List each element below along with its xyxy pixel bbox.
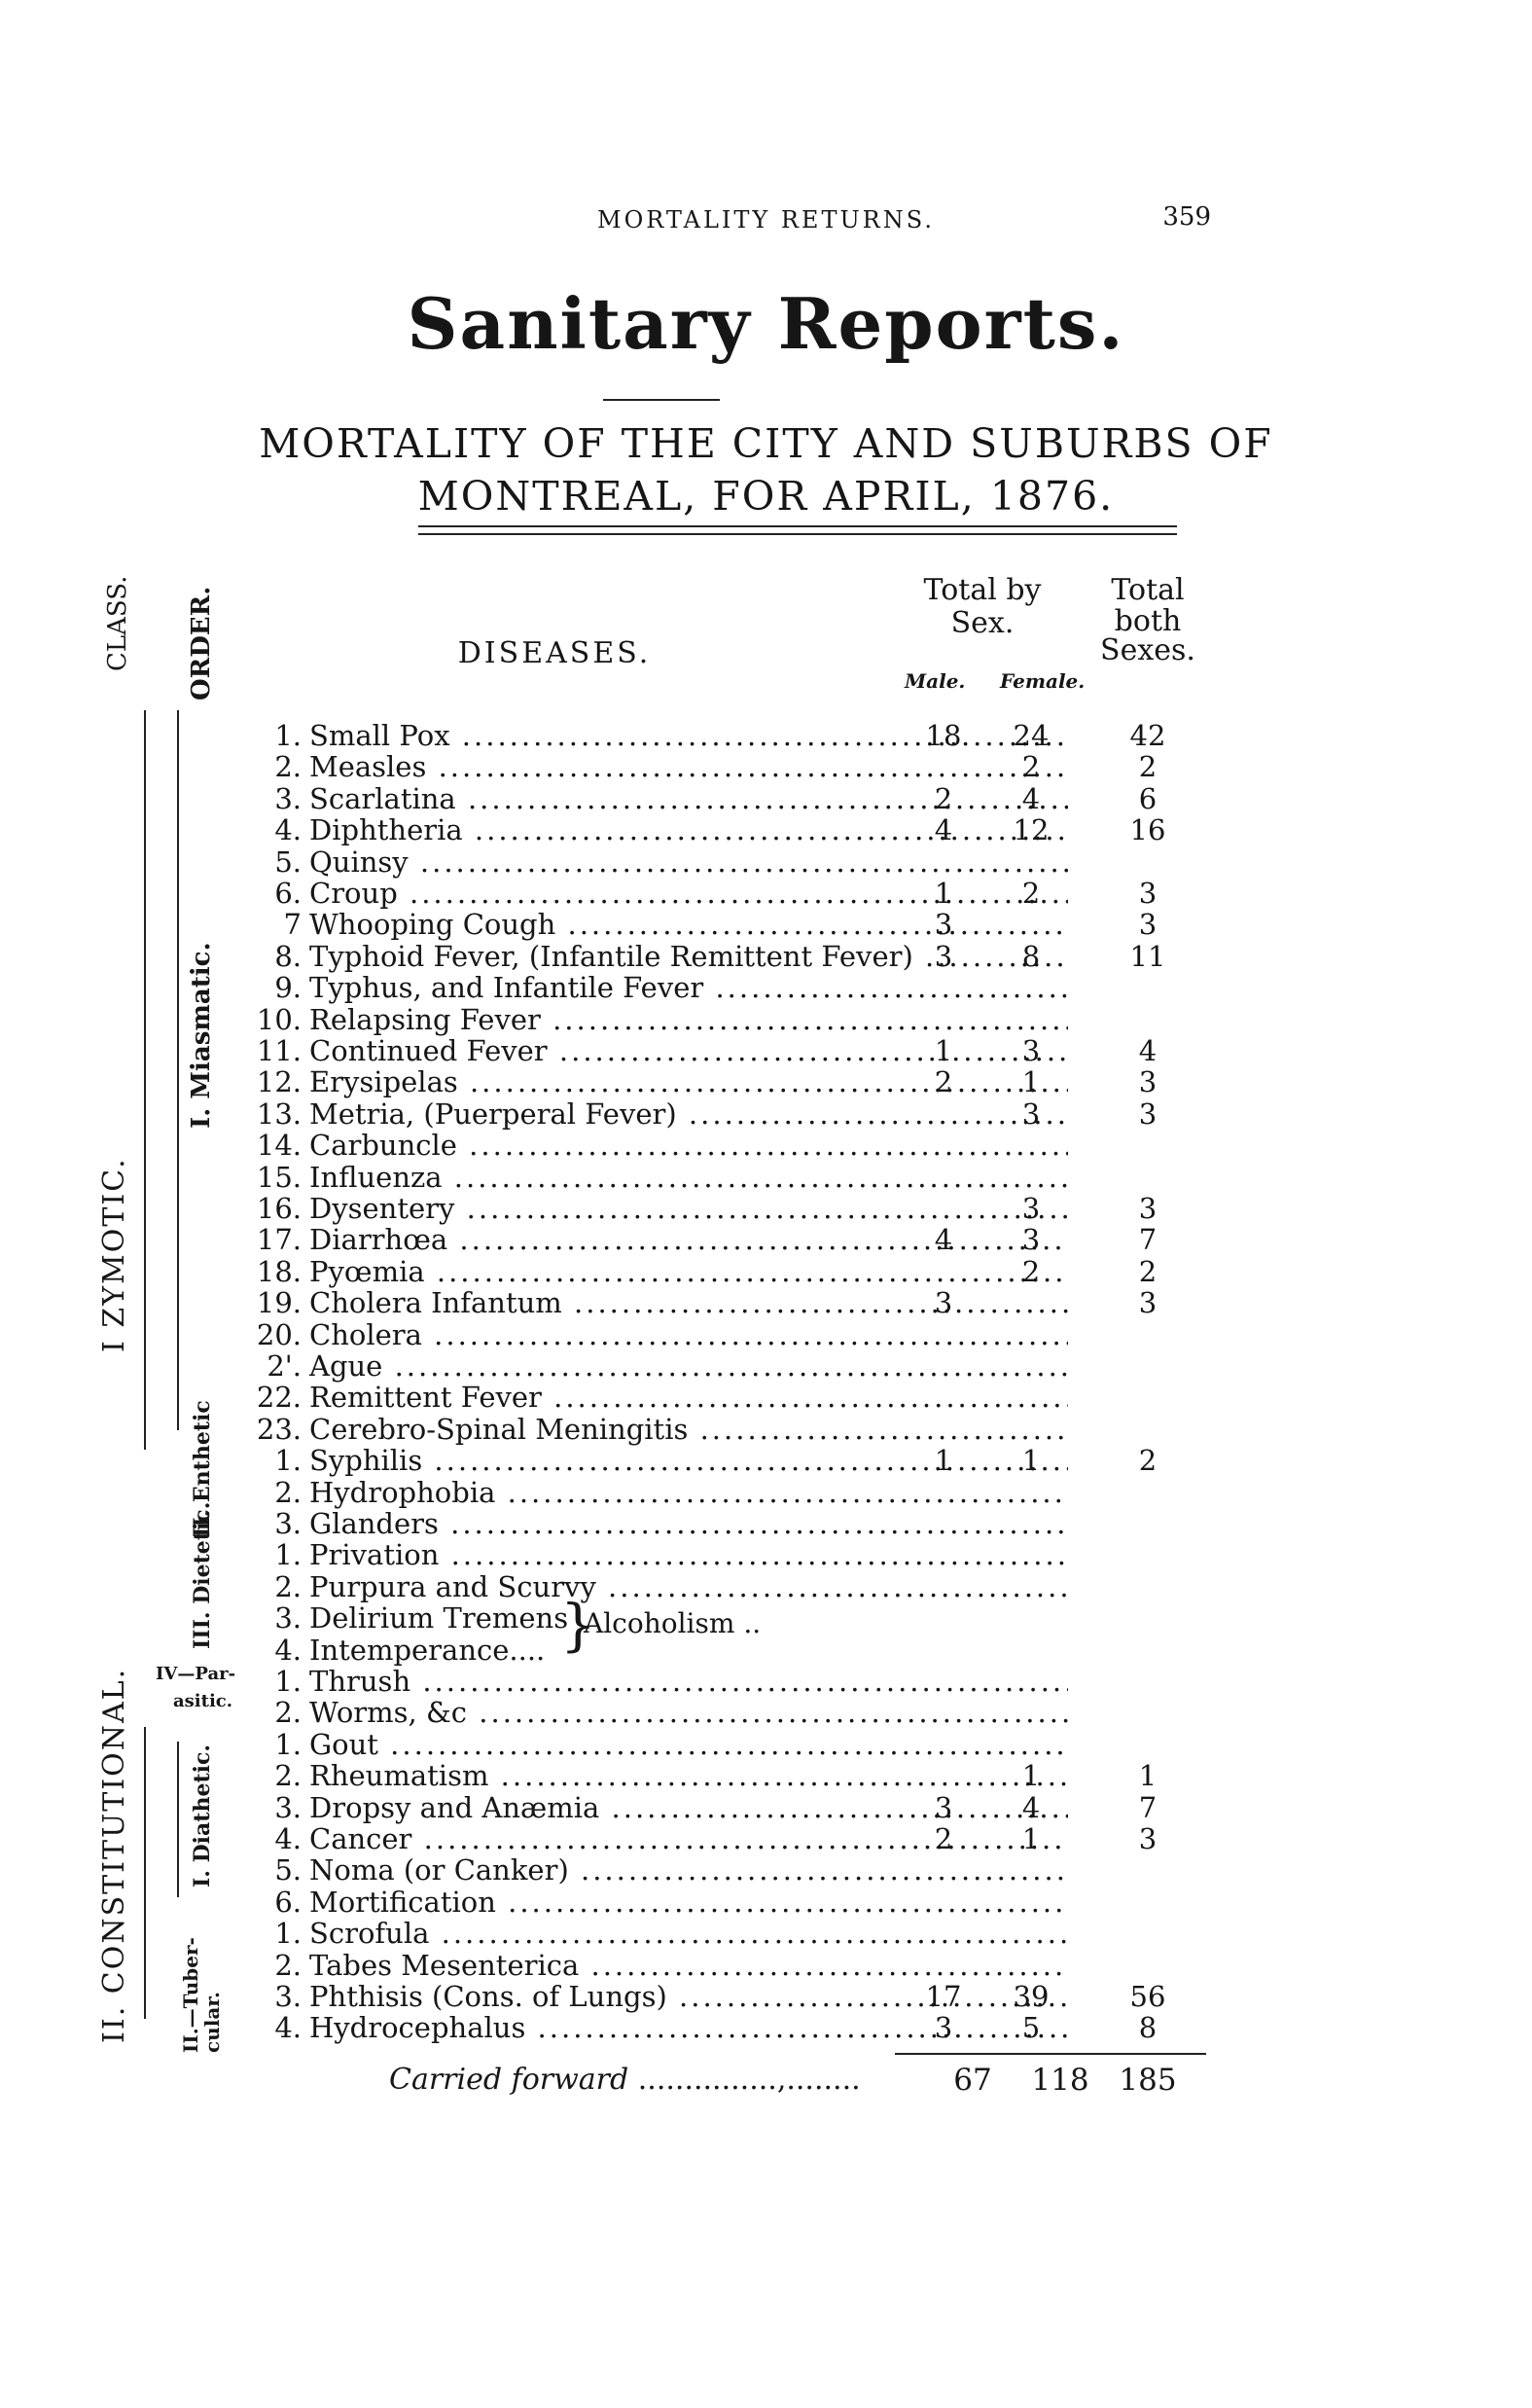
alcoholism-label: Alcoholism .. xyxy=(584,1607,762,1639)
column-header-class: CLASS. xyxy=(103,575,132,671)
female-count: 39 xyxy=(1013,1980,1050,2013)
disease-name: Rheumatism ..... xyxy=(309,1760,1068,1792)
table-row xyxy=(243,783,1255,815)
column-header-order: ORDER. xyxy=(187,586,216,701)
table-row xyxy=(243,1130,1255,1162)
table-row xyxy=(243,1950,1255,1982)
disease-name: Gout ..... xyxy=(309,1729,1068,1761)
table-row xyxy=(243,2012,1255,2044)
disease-name: Hydrocephalus ..... xyxy=(309,2012,1068,2044)
row-number: 23. xyxy=(256,1412,302,1446)
female-count: 3 xyxy=(1021,1034,1041,1067)
male-count: 18 xyxy=(925,719,962,752)
table-row xyxy=(243,1319,1255,1351)
female-count: 1 xyxy=(1021,1759,1041,1793)
total-count: 6 xyxy=(1138,781,1158,815)
row-number: 16. xyxy=(256,1192,302,1225)
row-number: 3. xyxy=(274,1601,302,1635)
total-count: 3 xyxy=(1138,908,1158,942)
total-count: 16 xyxy=(1129,813,1166,847)
male-count: 1 xyxy=(934,1034,953,1067)
disease-name: Diphtheria ..... xyxy=(309,814,1068,846)
female-count: 5 xyxy=(1021,2011,1041,2045)
table-row xyxy=(243,972,1255,1004)
female-count: 1 xyxy=(1021,1822,1041,1855)
row-number: 3. xyxy=(274,1980,302,2013)
disease-name: Whooping Cough ..... xyxy=(309,909,1068,941)
order-label-dietetic: III. Dietetic. xyxy=(190,1501,215,1649)
disease-name: Mortification ..... xyxy=(309,1887,1068,1919)
male-count: 3 xyxy=(934,939,953,973)
total-count: 2 xyxy=(1138,750,1158,784)
row-number: 14. xyxy=(256,1129,302,1163)
row-number: 2. xyxy=(274,750,302,784)
table-row xyxy=(243,1760,1255,1792)
disease-name: Tabes Mesenterica ..... xyxy=(309,1950,1068,1982)
total-count: 56 xyxy=(1129,1980,1166,2013)
table-row xyxy=(243,1287,1255,1319)
total-count: 1 xyxy=(1138,1759,1158,1793)
order-label-tubercular: II.—Tuber- cular. xyxy=(179,1937,224,2053)
female-count: 1 xyxy=(1021,1444,1041,1478)
disease-name: Cholera Infantum ..... xyxy=(309,1287,1068,1319)
row-number: 2. xyxy=(274,1475,302,1509)
disease-name: Purpura and Scurvy ..... xyxy=(309,1571,1068,1603)
row-number: 17. xyxy=(256,1223,302,1257)
column-header-disease: DISEASES. xyxy=(457,636,652,670)
column-header-male: Male. xyxy=(905,669,966,693)
disease-name: Cancer ..... xyxy=(309,1823,1068,1855)
row-number: 5. xyxy=(274,1853,302,1887)
table-row xyxy=(243,1539,1255,1571)
totals-divider xyxy=(895,2053,1206,2055)
male-count: 4 xyxy=(934,813,953,847)
female-count: 1 xyxy=(1021,1065,1041,1099)
class-label-zymotic: I ZYMOTIC. xyxy=(97,1157,131,1352)
diathetic-brace xyxy=(177,1742,179,1897)
constitutional-brace xyxy=(144,1727,146,2019)
table-row xyxy=(243,1697,1255,1729)
page-number: 359 xyxy=(1162,202,1211,232)
disease-name: Influenza ..... xyxy=(309,1162,1068,1194)
table-row xyxy=(243,1854,1255,1887)
class-label-constitutional: II. CONSTITUTIONAL. xyxy=(97,1667,131,2043)
table-row xyxy=(243,1414,1255,1446)
table-row xyxy=(243,1445,1255,1477)
female-count: 8 xyxy=(1021,939,1041,973)
disease-name: Metria, (Puerperal Fever) ..... xyxy=(309,1098,1068,1131)
disease-name: Ague ..... xyxy=(309,1350,1068,1383)
title-divider xyxy=(603,399,720,401)
male-count: 1 xyxy=(934,1444,953,1478)
table-row xyxy=(243,720,1255,752)
male-count: 17 xyxy=(925,1980,962,2013)
male-count: 2 xyxy=(934,1065,953,1099)
row-number: 7 xyxy=(283,908,302,942)
miasmatic-brace xyxy=(177,710,179,1430)
table-row xyxy=(243,909,1255,941)
table-row xyxy=(243,1887,1255,1919)
row-number: 3. xyxy=(274,1790,302,1824)
disease-name: Dysentery ..... xyxy=(309,1193,1068,1225)
row-number: 5. xyxy=(274,845,302,879)
table-row xyxy=(243,1193,1255,1225)
row-number: 22. xyxy=(256,1381,302,1415)
row-number: 1. xyxy=(274,1665,302,1698)
order-label-enthetic: II. Enthetic xyxy=(190,1400,215,1537)
table-row xyxy=(243,1256,1255,1288)
total-count: 11 xyxy=(1129,939,1166,973)
disease-name: Glanders ..... xyxy=(309,1508,1068,1540)
table-row xyxy=(243,1162,1255,1194)
column-header-total-both-line1: Total xyxy=(1111,573,1185,607)
disease-name: Typhoid Fever, (Infantile Remittent Fever) ..... xyxy=(309,941,1068,973)
male-count: 3 xyxy=(934,1790,953,1824)
disease-name: Small Pox ..... xyxy=(309,720,1068,752)
disease-name: Noma (or Canker) ..... xyxy=(309,1854,1068,1887)
page-title: Sanitary Reports. xyxy=(407,282,1125,365)
order-label-diathetic: I. Diathetic. xyxy=(190,1743,215,1887)
table-row xyxy=(243,1035,1255,1067)
row-number: 9. xyxy=(274,971,302,1005)
female-count: 4 xyxy=(1021,1790,1041,1824)
table-row xyxy=(243,1981,1255,2013)
female-count: 2 xyxy=(1021,1254,1041,1288)
row-number: 11. xyxy=(256,1034,302,1067)
female-count: 2 xyxy=(1021,750,1041,784)
disease-name: Erysipelas ..... xyxy=(309,1066,1068,1098)
disease-name: Scarlatina ..... xyxy=(309,783,1068,815)
disease-name: Continued Fever ..... xyxy=(309,1035,1068,1067)
disease-name: Thrush ..... xyxy=(309,1666,1068,1698)
row-number: 1. xyxy=(274,719,302,752)
total-count: 2 xyxy=(1138,1444,1158,1478)
row-number: 2'. xyxy=(267,1349,302,1383)
row-number: 4. xyxy=(274,1633,302,1667)
row-number: 13. xyxy=(256,1096,302,1131)
disease-name: Croup ..... xyxy=(309,878,1068,910)
table-row xyxy=(243,1729,1255,1761)
disease-name: Diarrhœa ..... xyxy=(309,1224,1068,1256)
total-count: 3 xyxy=(1138,1096,1158,1131)
carried-forward-male: 67 xyxy=(953,2063,992,2098)
row-number: 2. xyxy=(274,1759,302,1793)
row-number: 4. xyxy=(274,2011,302,2045)
column-header-total-both-line2: both xyxy=(1114,604,1182,638)
female-count: 3 xyxy=(1021,1223,1041,1257)
disease-name: Pyœmia ..... xyxy=(309,1256,1068,1288)
disease-name: Syphilis ..... xyxy=(309,1445,1068,1477)
disease-name: Intemperance.... xyxy=(309,1634,546,1667)
double-divider xyxy=(418,525,1177,535)
row-number: 6. xyxy=(274,1885,302,1919)
table-row xyxy=(243,1666,1255,1698)
row-number: 3. xyxy=(274,1507,302,1540)
order-label-parasitic-line1: IV—Par- xyxy=(156,1664,236,1684)
disease-name: Cholera ..... xyxy=(309,1319,1068,1351)
table-row xyxy=(243,1477,1255,1509)
row-number: 4. xyxy=(274,813,302,847)
male-count: 3 xyxy=(934,1286,953,1320)
carried-forward-female: 118 xyxy=(1031,2063,1089,2098)
table-row xyxy=(243,1224,1255,1256)
disease-name: Delirium Tremens xyxy=(309,1602,569,1635)
total-count: 3 xyxy=(1138,1192,1158,1225)
order-label-parasitic-line2: asitic. xyxy=(173,1691,233,1711)
total-count: 42 xyxy=(1129,719,1166,752)
table-row xyxy=(243,1004,1255,1036)
female-count: 3 xyxy=(1021,1192,1041,1225)
disease-name: Hydrophobia ..... xyxy=(309,1477,1068,1509)
total-count: 3 xyxy=(1138,1286,1158,1320)
total-count: 3 xyxy=(1138,1822,1158,1855)
total-count: 3 xyxy=(1138,877,1158,910)
total-count: 4 xyxy=(1138,1034,1158,1067)
subtitle-line-1: MORTALITY OF THE CITY AND SUBURBS OF xyxy=(259,420,1273,467)
disease-name: Scrofula ..... xyxy=(309,1918,1068,1950)
row-number: 15. xyxy=(256,1160,302,1194)
total-count: 8 xyxy=(1138,2011,1158,2045)
female-count: 2 xyxy=(1021,877,1041,910)
table-row xyxy=(243,846,1255,879)
subtitle-line-2: MONTREAL, FOR APRIL, 1876. xyxy=(417,473,1115,520)
disease-name: Relapsing Fever ..... xyxy=(309,1004,1068,1036)
male-count: 1 xyxy=(934,877,953,910)
order-label-miasmatic: I. Miasmatic. xyxy=(187,942,216,1129)
disease-name: Privation ..... xyxy=(309,1539,1068,1571)
female-count: 24 xyxy=(1013,719,1050,752)
table-row xyxy=(243,1066,1255,1098)
table-row xyxy=(243,814,1255,846)
alcoholism-brace: } xyxy=(560,1592,596,1658)
carried-forward-total: 185 xyxy=(1119,2063,1177,2098)
row-number: 18. xyxy=(256,1254,302,1288)
row-number: 19. xyxy=(256,1286,302,1320)
female-count: 3 xyxy=(1021,1096,1041,1131)
table-row xyxy=(243,1918,1255,1950)
table-row xyxy=(243,1382,1255,1414)
table-row xyxy=(243,1792,1255,1824)
row-number: 1. xyxy=(274,1538,302,1572)
row-number: 3. xyxy=(274,781,302,815)
row-number: 4. xyxy=(274,1822,302,1855)
disease-name: Measles ..... xyxy=(309,751,1068,783)
row-number: 1. xyxy=(274,1727,302,1761)
total-count: 3 xyxy=(1138,1065,1158,1099)
table-row xyxy=(243,941,1255,973)
column-header-total-by-sex-line1: Total by xyxy=(923,573,1042,607)
disease-name: Dropsy and Anæmia ..... xyxy=(309,1792,1068,1824)
row-number: 20. xyxy=(256,1317,302,1351)
disease-name: Cerebro-Spinal Meningitis ..... xyxy=(309,1414,1068,1446)
row-number: 8. xyxy=(274,939,302,973)
table-row xyxy=(243,1823,1255,1855)
disease-name: Worms, &c ..... xyxy=(309,1697,1068,1729)
female-count: 12 xyxy=(1013,813,1050,847)
row-number: 10. xyxy=(256,1002,302,1036)
table-row xyxy=(243,1350,1255,1383)
table-row xyxy=(243,1571,1255,1603)
male-count: 2 xyxy=(934,1822,953,1855)
male-count: 3 xyxy=(934,908,953,942)
male-count: 2 xyxy=(934,781,953,815)
column-header-total-both-line3: Sexes. xyxy=(1100,633,1195,667)
row-number: 12. xyxy=(256,1065,302,1099)
disease-name: Typhus, and Infantile Fever ..... xyxy=(309,972,1068,1004)
row-number: 6. xyxy=(274,877,302,910)
disease-name: Remittent Fever ..... xyxy=(309,1382,1068,1414)
disease-name: Carbuncle ..... xyxy=(309,1130,1068,1162)
row-number: 2. xyxy=(274,1696,302,1730)
column-header-total-by-sex-line2: Sex. xyxy=(950,606,1015,640)
row-number: 2. xyxy=(274,1948,302,1982)
zymotic-brace xyxy=(144,710,146,1450)
total-count: 7 xyxy=(1138,1223,1158,1257)
male-count: 3 xyxy=(934,2011,953,2045)
male-count: 4 xyxy=(934,1223,953,1257)
carried-forward-label: Carried forward ...............,........ xyxy=(389,2063,861,2097)
disease-name: Quinsy ..... xyxy=(309,846,1068,879)
table-row xyxy=(243,878,1255,910)
female-count: 4 xyxy=(1021,781,1041,815)
running-head: MORTALITY RETURNS. xyxy=(597,206,935,234)
row-number: 1. xyxy=(274,1444,302,1478)
total-count: 2 xyxy=(1138,1254,1158,1288)
table-row xyxy=(243,1098,1255,1131)
row-number: 2. xyxy=(274,1569,302,1603)
column-header-female: Female. xyxy=(1000,669,1086,693)
table-row xyxy=(243,751,1255,783)
disease-name: Phthisis (Cons. of Lungs) ..... xyxy=(309,1981,1068,2013)
total-count: 7 xyxy=(1138,1790,1158,1824)
row-number: 1. xyxy=(274,1917,302,1951)
table-row xyxy=(243,1508,1255,1540)
